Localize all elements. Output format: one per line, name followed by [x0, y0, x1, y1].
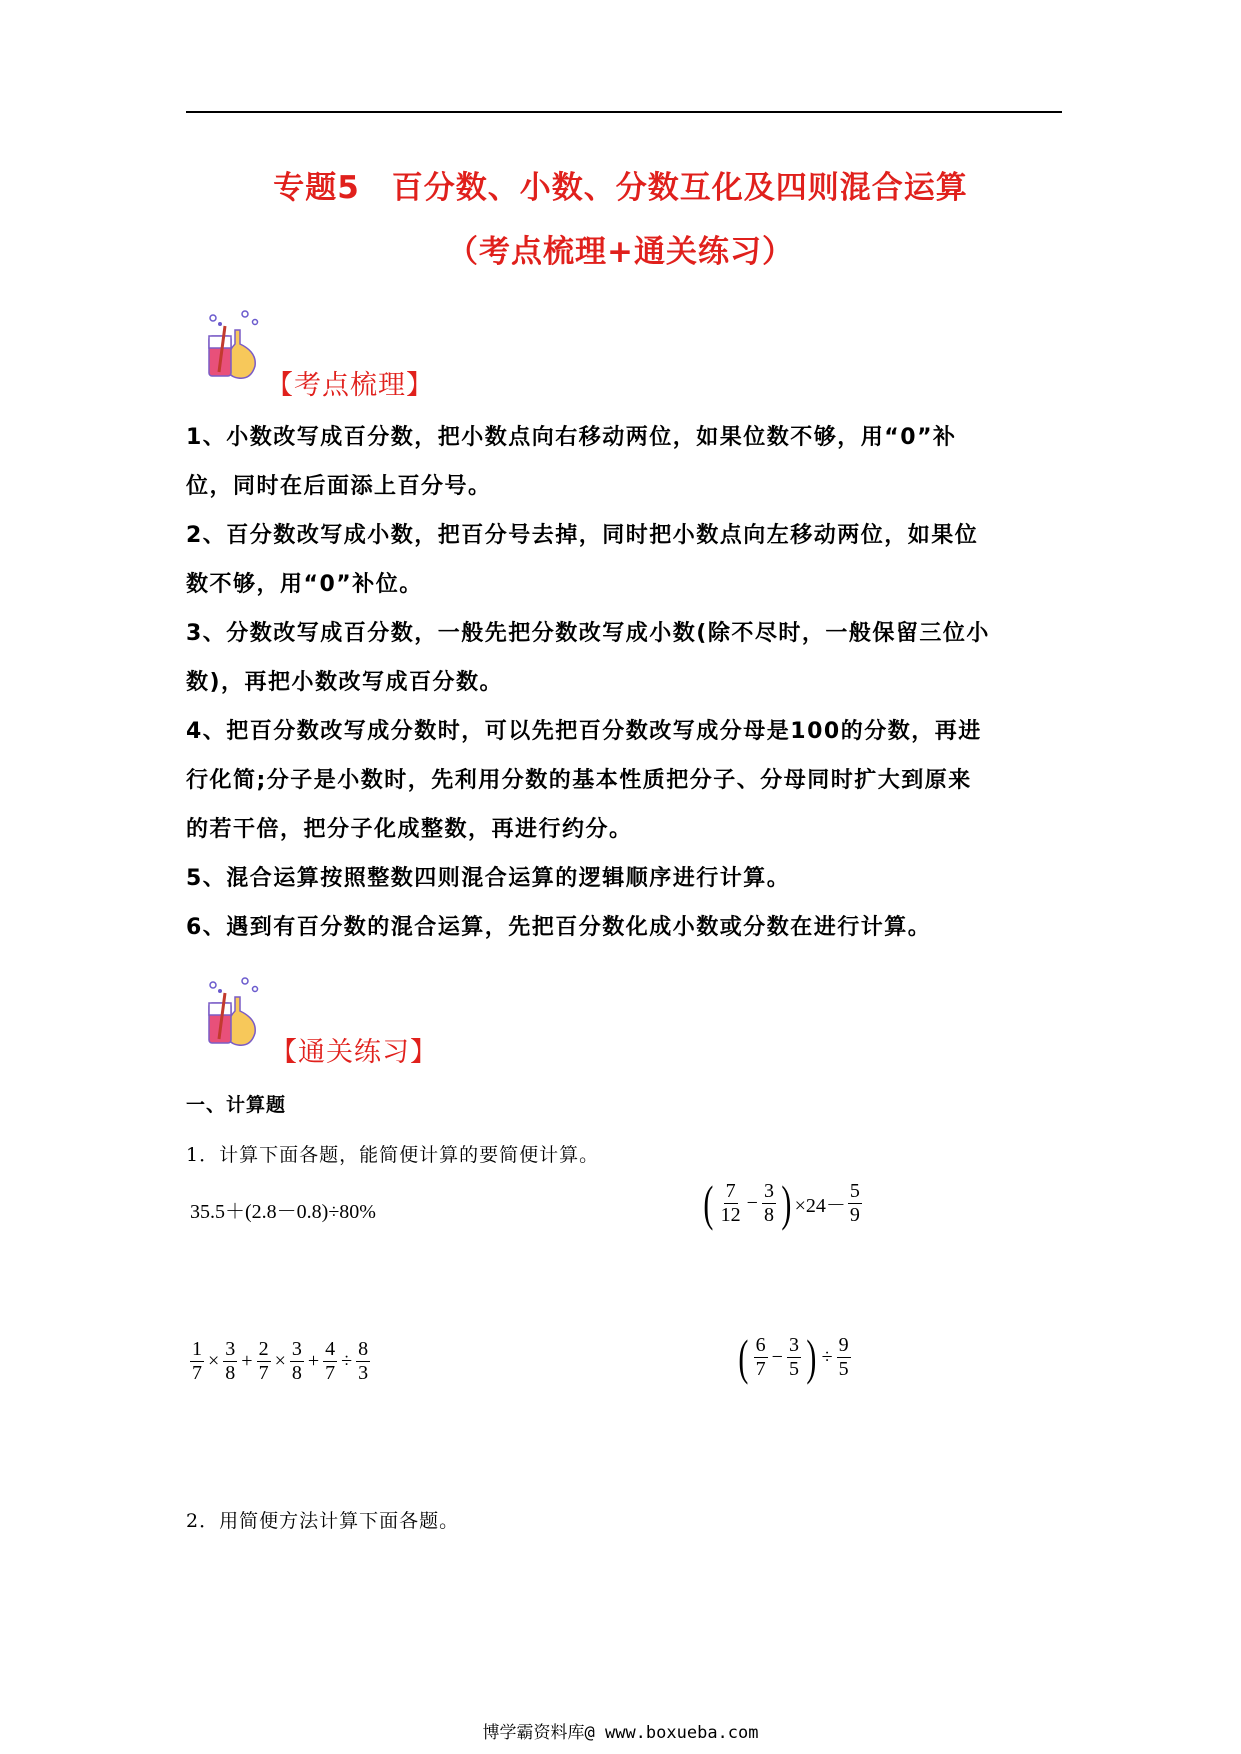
header-rule [186, 111, 1062, 113]
numerator: 3 [788, 1333, 799, 1356]
point-4-line3: 的若干倍，把分子化成整数，再进行约分。 [186, 817, 633, 842]
point-2-line2: 数不够，用“0”补位。 [186, 572, 423, 597]
numerator: 3 [225, 1338, 236, 1360]
flask-icon [205, 975, 265, 1050]
expression-3: $\frac{1}{7}$ × $\frac{3}{8}$ + $\frac{2}{7}$ × $\frac{3}{8}$ + $\frac{4}{7}$ ÷ $\frac{8}{3}$ [192, 1338, 369, 1384]
operator-text: ×24－ [794, 1194, 846, 1217]
section-label-practice: 【通关练习】 [270, 1037, 438, 1068]
point-3-line1: 3、分数改写成百分数，一般先把分数改写成小数(除不尽时，一般保留三位小 [186, 621, 990, 646]
denominator: 8 [225, 1362, 236, 1384]
point-3-line2: 数)，再把小数改写成百分数。 [186, 670, 504, 695]
page-subtitle: （考点梳理+通关练习） [447, 234, 794, 270]
expression-4: ( $\frac{6}{7}$ − $\frac{3}{5}$ ) ÷ $\frac{9}{5}$ [738, 1329, 849, 1385]
fraction [787, 1334, 801, 1381]
point-1-line1: 1、小数改写成百分数，把小数点向右移动两位，如果位数不够，用“0”补 [186, 425, 957, 450]
point-4 [186, 707, 1046, 854]
numerator: 7 [725, 1179, 736, 1202]
numerator: 3 [763, 1179, 774, 1202]
numerator: 3 [291, 1338, 302, 1360]
point-2-line1: 2、百分数改写成小数，把百分号去掉，同时把小数点向左移动两位，如果位 [186, 523, 979, 548]
denominator: 5 [838, 1357, 849, 1380]
question-1-text: 1．计算下面各题，能简便计算的要简便计算。 [186, 1144, 600, 1166]
fraction [290, 1338, 304, 1385]
denominator: 8 [291, 1362, 302, 1384]
denominator: 12 [720, 1203, 741, 1226]
point-1-line2: 位，同时在后面添上百分号。 [186, 474, 492, 499]
numerator: 2 [258, 1338, 269, 1360]
denominator: 7 [192, 1362, 202, 1384]
expression-2: ( $\frac{7}{12}$ − $\frac{3}{8}$ ) ×24－ $\frac{5}{9}$ [703, 1175, 860, 1231]
fraction [190, 1338, 204, 1385]
left-paren: ( [703, 1175, 714, 1231]
numerator: 9 [838, 1333, 849, 1356]
fraction [837, 1334, 851, 1381]
point-6 [186, 903, 1046, 952]
denominator: 3 [358, 1362, 369, 1384]
point-6-line1: 6、遇到有百分数的混合运算，先把百分数化成小数或分数在进行计算。 [186, 915, 932, 940]
point-5 [186, 854, 1046, 903]
point-3 [186, 609, 1046, 707]
numerator: 5 [849, 1179, 860, 1202]
expression-1: 35.5＋(2.8－0.8)÷80% [190, 1201, 376, 1223]
fraction [754, 1334, 768, 1381]
denominator: 7 [325, 1362, 336, 1384]
numerator: 8 [358, 1338, 369, 1360]
point-1 [186, 413, 1046, 511]
point-4-line2: 行化简;分子是小数时，先利用分数的基本性质把分子、分母同时扩大到原来 [186, 768, 972, 793]
fraction [719, 1180, 743, 1227]
fraction [223, 1338, 237, 1385]
numerator: 4 [325, 1338, 336, 1360]
point-5-line1: 5、混合运算按照整数四则混合运算的逻辑顺序进行计算。 [186, 866, 791, 891]
subheading-calc: 一、计算题 [186, 1094, 287, 1116]
denominator: 9 [849, 1203, 860, 1226]
denominator: 5 [788, 1357, 799, 1380]
fraction [356, 1338, 370, 1385]
flask-icon [205, 308, 265, 383]
fraction [762, 1180, 776, 1227]
left-paren: ( [738, 1329, 749, 1385]
page-title: 专题5 百分数、小数、分数互化及四则混合运算 [273, 170, 968, 206]
fraction [848, 1180, 862, 1227]
fraction [323, 1338, 337, 1385]
denominator: 7 [258, 1362, 269, 1384]
right-paren: ) [806, 1329, 817, 1385]
fraction [257, 1338, 271, 1385]
numerator: 1 [192, 1338, 202, 1360]
question-2-text: 2．用简便方法计算下面各题。 [186, 1510, 460, 1532]
point-4-line1: 4、把百分数改写成分数时，可以先把百分数改写成分母是100的分数，再进 [186, 719, 982, 744]
section-label-review: 【考点梳理】 [266, 370, 434, 401]
numerator: 6 [755, 1333, 766, 1356]
right-paren: ) [781, 1175, 792, 1231]
denominator: 7 [755, 1357, 766, 1380]
point-2 [186, 511, 1046, 609]
denominator: 8 [763, 1203, 774, 1226]
footer-watermark: 博学霸资料库@ www.boxueba.com [482, 1723, 759, 1743]
